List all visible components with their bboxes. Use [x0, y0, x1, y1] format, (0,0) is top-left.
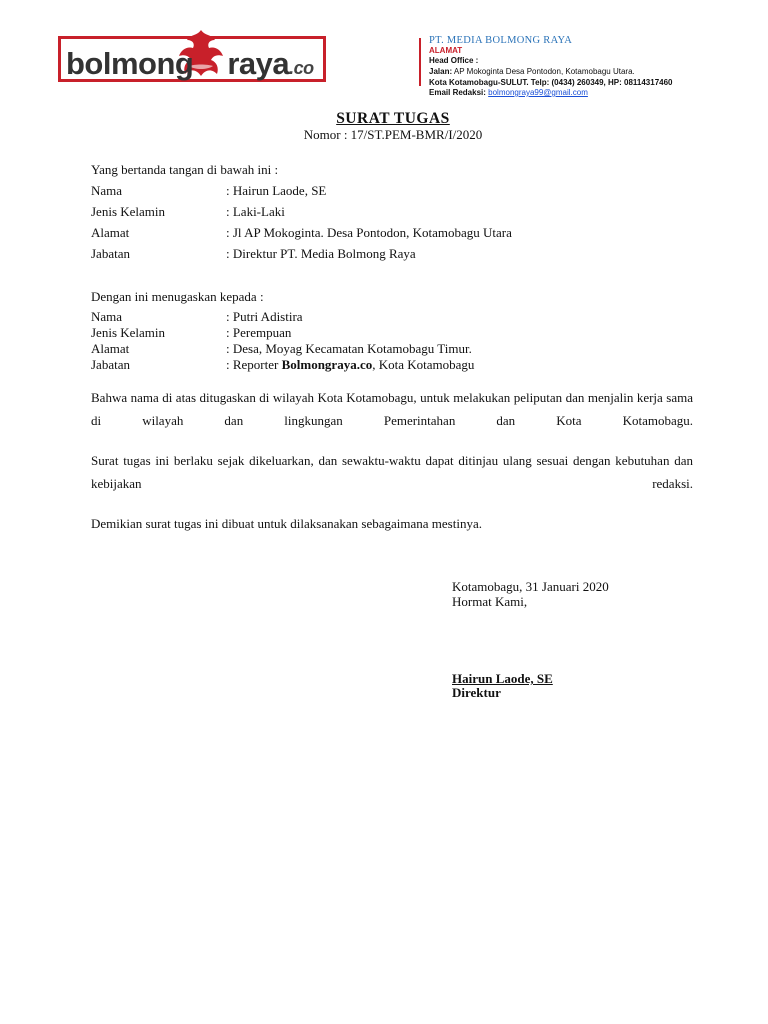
signer-value-gender: : Laki-Laki	[226, 204, 285, 219]
email-link[interactable]: bolmongraya99@gmail.com	[488, 88, 588, 97]
signer-label-address: Alamat	[91, 225, 130, 240]
assignee-label-gender: Jenis Kelamin	[91, 325, 166, 340]
head-office-label: Head Office :	[429, 56, 479, 65]
assignee-label-position: Jabatan	[91, 357, 130, 372]
greeting: Hormat Kami,	[452, 594, 528, 609]
document-number: Nomor : 17/ST.PEM-BMR/I/2020	[303, 127, 483, 142]
place-date: Kotamobagu, 31 Januari 2020	[452, 579, 609, 594]
street-address: Jalan: AP Mokoginta Desa Pontodon, Kotamobagu Utara.	[429, 67, 635, 76]
assignee-value-gender: : Perempuan	[226, 325, 292, 340]
assignee-value-name: : Putri Adistira	[226, 309, 303, 324]
signatory-position: Direktur	[452, 685, 501, 700]
assignee-label-name: Nama	[91, 309, 123, 324]
company-name: PT. MEDIA BOLMONG RAYA	[429, 35, 573, 46]
closing-paragraph: Demikian surat tugas ini dibuat untuk dilaksanakan sebagaimana mestinya.	[91, 516, 482, 531]
signer-value-address: : Jl AP Mokoginta. Desa Pontodon, Kotamobagu Utara	[226, 225, 512, 240]
document-title: SURAT TUGAS	[336, 110, 450, 127]
assign-intro-text: Dengan ini menugaskan kepada :	[91, 289, 264, 304]
assignee-value-position: : Reporter Bolmongraya.co, Kota Kotamobagu	[226, 357, 475, 372]
signer-value-name: : Hairun Laode, SE	[226, 183, 327, 198]
company-logo	[58, 26, 328, 92]
assignee-label-address: Alamat	[91, 341, 130, 356]
signer-value-position: : Direktur PT. Media Bolmong Raya	[226, 246, 416, 261]
validity-paragraph: Surat tugas ini berlaku sejak dikeluarkan, dan sewaktu-waktu dapat ditinjau ulang sesuai dengan kebutuhan dan kebijakan redaksi.	[91, 453, 693, 491]
logo-wordmark: bolmong raya.co	[66, 46, 314, 81]
assignee-value-address: : Desa, Moyag Kecamatan Kotamobagu Timur.	[226, 341, 472, 356]
signer-label-position: Jabatan	[91, 246, 130, 261]
header-divider	[419, 38, 421, 86]
intro-text: Yang bertanda tangan di bawah ini :	[91, 162, 279, 177]
address-label: ALAMAT	[429, 46, 463, 55]
signer-label-gender: Jenis Kelamin	[91, 204, 166, 219]
email-line: Email Redaksi: bolmongraya99@gmail.com	[429, 88, 588, 97]
assignment-paragraph: Bahwa nama di atas ditugaskan di wilayah Kota Kotamobagu, untuk melakukan peliputan dan menjalin kerja sama di wilayah dan lingkungan Pemerintahan dan Kota Kotamobagu.	[91, 390, 693, 428]
signer-label-name: Nama	[91, 183, 123, 198]
signatory-name: Hairun Laode, SE	[452, 671, 553, 686]
city-phone-line: Kota Kotamobagu-SULUT. Telp: (0434) 260349, HP: 08114317460	[429, 78, 673, 87]
